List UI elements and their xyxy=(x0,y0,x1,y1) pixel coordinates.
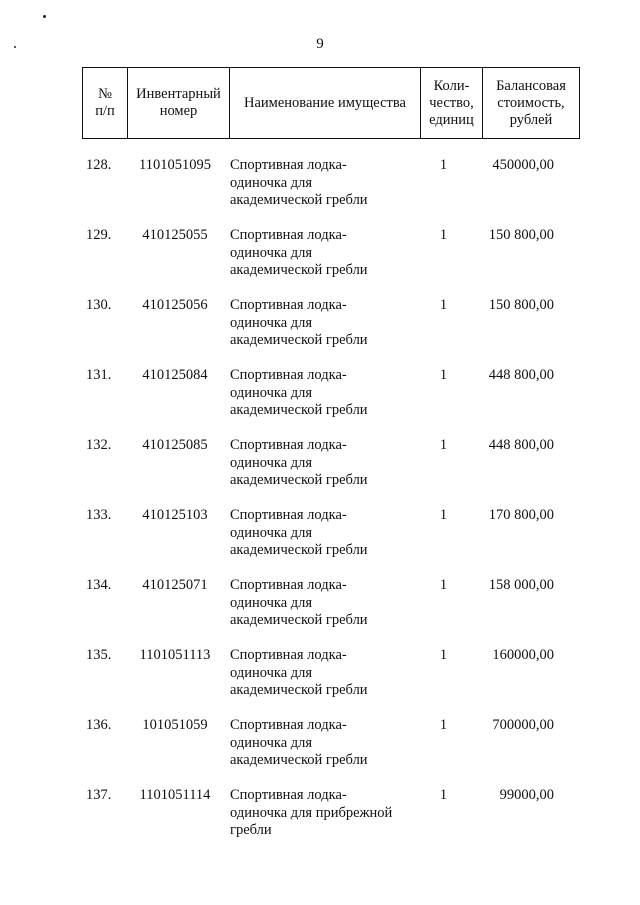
inventory-table-body xyxy=(0,157,640,857)
row-inventory-number: 101051059 xyxy=(142,717,208,733)
inventory-table-header xyxy=(82,67,580,139)
row-inventory-number: 410125056 xyxy=(142,297,208,313)
row-property-name: Спортивная лодка- одиночка для академической гребли xyxy=(230,157,368,208)
row-inventory-number: 410125071 xyxy=(142,577,208,593)
row-num: 136. xyxy=(86,717,112,733)
row-quantity: 1 xyxy=(439,297,448,313)
table-row xyxy=(0,647,640,717)
row-balance-cost: 450000,00 xyxy=(492,157,554,173)
table-row xyxy=(0,437,640,507)
row-property-name: Спортивная лодка- одиночка для академической гребли xyxy=(230,507,368,558)
row-quantity: 1 xyxy=(439,367,448,383)
row-num: 133. xyxy=(86,507,112,523)
row-inventory-number: 1101051113 xyxy=(139,647,211,663)
row-property-name: Спортивная лодка- одиночка для академической гребли xyxy=(230,367,368,418)
row-num: 132. xyxy=(86,437,112,453)
row-balance-cost: 448 800,00 xyxy=(488,437,554,453)
row-quantity: 1 xyxy=(439,507,448,523)
table-row xyxy=(0,577,640,647)
row-property-name: Спортивная лодка- одиночка для академической гребли xyxy=(230,297,368,348)
header-inventory-number: Инвентарный номер xyxy=(128,68,230,139)
row-num: 135. xyxy=(86,647,112,663)
row-num: 134. xyxy=(86,577,112,593)
row-quantity: 1 xyxy=(439,437,448,453)
row-balance-cost: 158 000,00 xyxy=(488,577,554,593)
scan-speck xyxy=(43,15,46,18)
row-quantity: 1 xyxy=(439,157,448,173)
row-inventory-number: 410125103 xyxy=(142,507,208,523)
row-inventory-number: 1101051095 xyxy=(139,157,211,173)
table-row xyxy=(0,297,640,367)
table-row xyxy=(0,507,640,577)
row-balance-cost: 150 800,00 xyxy=(488,297,554,313)
row-quantity: 1 xyxy=(439,717,448,733)
row-num: 137. xyxy=(86,787,112,803)
row-num: 131. xyxy=(86,367,112,383)
page-number: 9 xyxy=(316,36,324,52)
table-row xyxy=(0,717,640,787)
header-row xyxy=(83,68,580,139)
row-property-name: Спортивная лодка- одиночка для академической гребли xyxy=(230,717,368,768)
row-balance-cost: 99000,00 xyxy=(499,787,554,803)
row-property-name: Спортивная лодка- одиночка для академической гребли xyxy=(230,437,368,488)
row-balance-cost: 150 800,00 xyxy=(488,227,554,243)
row-quantity: 1 xyxy=(439,787,448,803)
row-quantity: 1 xyxy=(439,577,448,593)
row-property-name: Спортивная лодка- одиночка для академической гребли xyxy=(230,577,368,628)
row-inventory-number: 410125085 xyxy=(142,437,208,453)
row-property-name: Спортивная лодка- одиночка для академической гребли xyxy=(230,647,368,698)
row-num: 129. xyxy=(86,227,112,243)
row-inventory-number: 410125055 xyxy=(142,227,208,243)
row-balance-cost: 700000,00 xyxy=(492,717,554,733)
table-row xyxy=(0,787,640,857)
header-num: № п/п xyxy=(83,68,128,139)
table-row xyxy=(0,157,640,227)
table-row xyxy=(0,227,640,297)
table-row xyxy=(0,367,640,437)
row-balance-cost: 448 800,00 xyxy=(488,367,554,383)
row-quantity: 1 xyxy=(439,647,448,663)
row-inventory-number: 410125084 xyxy=(142,367,208,383)
row-property-name: Спортивная лодка- одиночка для прибрежной гребли xyxy=(230,787,393,838)
header-property-name: Наименование имущества xyxy=(230,68,421,139)
row-balance-cost: 160000,00 xyxy=(492,647,554,663)
row-quantity: 1 xyxy=(439,227,448,243)
header-quantity: Коли- чество, единиц xyxy=(421,68,483,139)
row-num: 130. xyxy=(86,297,112,313)
row-inventory-number: 1101051114 xyxy=(139,787,211,803)
row-property-name: Спортивная лодка- одиночка для академической гребли xyxy=(230,227,368,278)
row-num: 128. xyxy=(86,157,112,173)
header-balance-cost: Балансовая стоимость, рублей xyxy=(483,68,580,139)
row-balance-cost: 170 800,00 xyxy=(488,507,554,523)
